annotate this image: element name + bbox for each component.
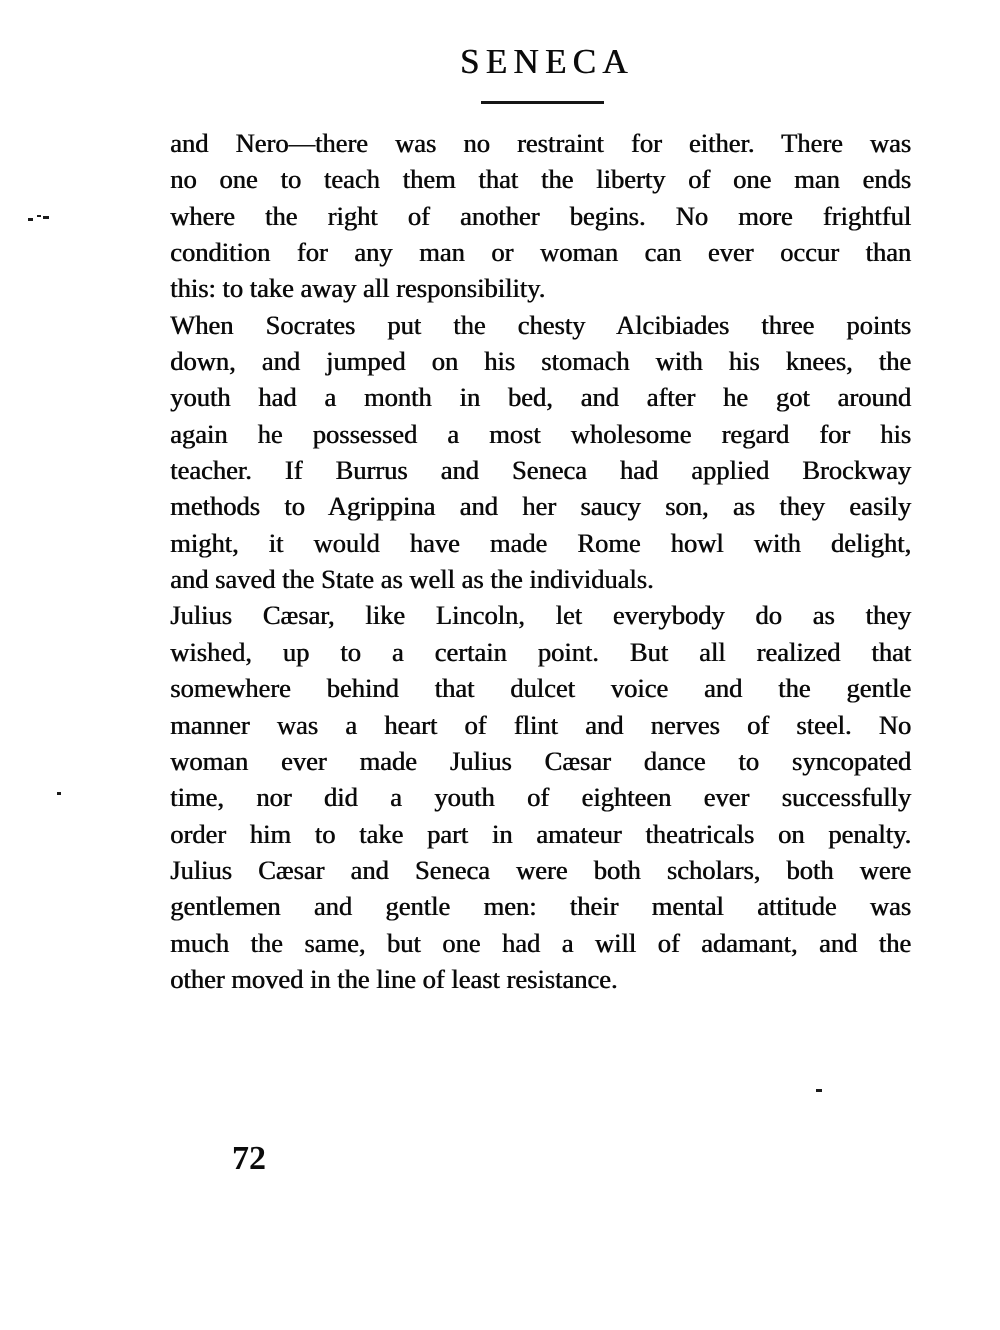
text-line: teacher. If Burrus and Seneca had applied Brockway: [170, 455, 911, 486]
text-line: somewhere behind that dulcet voice and the gentle: [170, 673, 911, 704]
text-line: gentlemen and gentle men: their mental attitude was: [170, 891, 911, 922]
scan-speck: [816, 1089, 822, 1092]
text-line: much the same, but one had a will of adamant, and the: [170, 927, 911, 958]
scan-speck: [28, 218, 33, 221]
text-line: Julius Cæsar, like Lincoln, let everybody do as they: [170, 600, 911, 631]
body-text: [170, 125, 911, 997]
page-number: 72: [232, 1140, 266, 1177]
text-line: manner was a heart of flint and nerves of steel. No: [170, 709, 911, 740]
text-line: order him to take part in amateur theatricals on penalty.: [170, 818, 911, 849]
text-line: time, nor did a youth of eighteen ever successfully: [170, 782, 911, 813]
text-line: other moved in the line of least resistance.: [170, 963, 618, 994]
text-line: might, it would have made Rome howl with delight,: [170, 527, 911, 558]
page-title: SENECA: [459, 42, 634, 81]
text-line: Julius Cæsar and Seneca were both scholars, both were: [170, 854, 911, 885]
text-line: and Nero—there was no restraint for either. There was: [170, 128, 911, 158]
text-line: where the right of another begins. No more frightful: [170, 200, 911, 231]
text-line: down, and jumped on his stomach with his knees, the: [170, 346, 911, 377]
text-line: woman ever made Julius Cæsar dance to syncopated: [170, 745, 911, 776]
text-line: this: to take away all responsibility.: [170, 273, 546, 304]
text-line: condition for any man or woman can ever occur than: [170, 237, 911, 268]
text-line: When Socrates put the chesty Alcibiades three points: [170, 309, 911, 340]
text-line: again he possessed a most wholesome regard for his: [170, 418, 911, 449]
text-line: wished, up to a certain point. But all realized that: [170, 636, 911, 667]
text-line: methods to Agrippina and her saucy son, as they easily: [170, 491, 911, 522]
scan-speck: [43, 216, 49, 219]
text-line: youth had a month in bed, and after he got around: [170, 382, 911, 413]
scan-speck: [37, 215, 41, 217]
title-divider-rule: [481, 101, 604, 104]
text-line: no one to teach them that the liberty of one man ends: [170, 164, 911, 195]
text-line: and saved the State as well as the individuals.: [170, 564, 654, 595]
scan-speck: [57, 792, 61, 795]
